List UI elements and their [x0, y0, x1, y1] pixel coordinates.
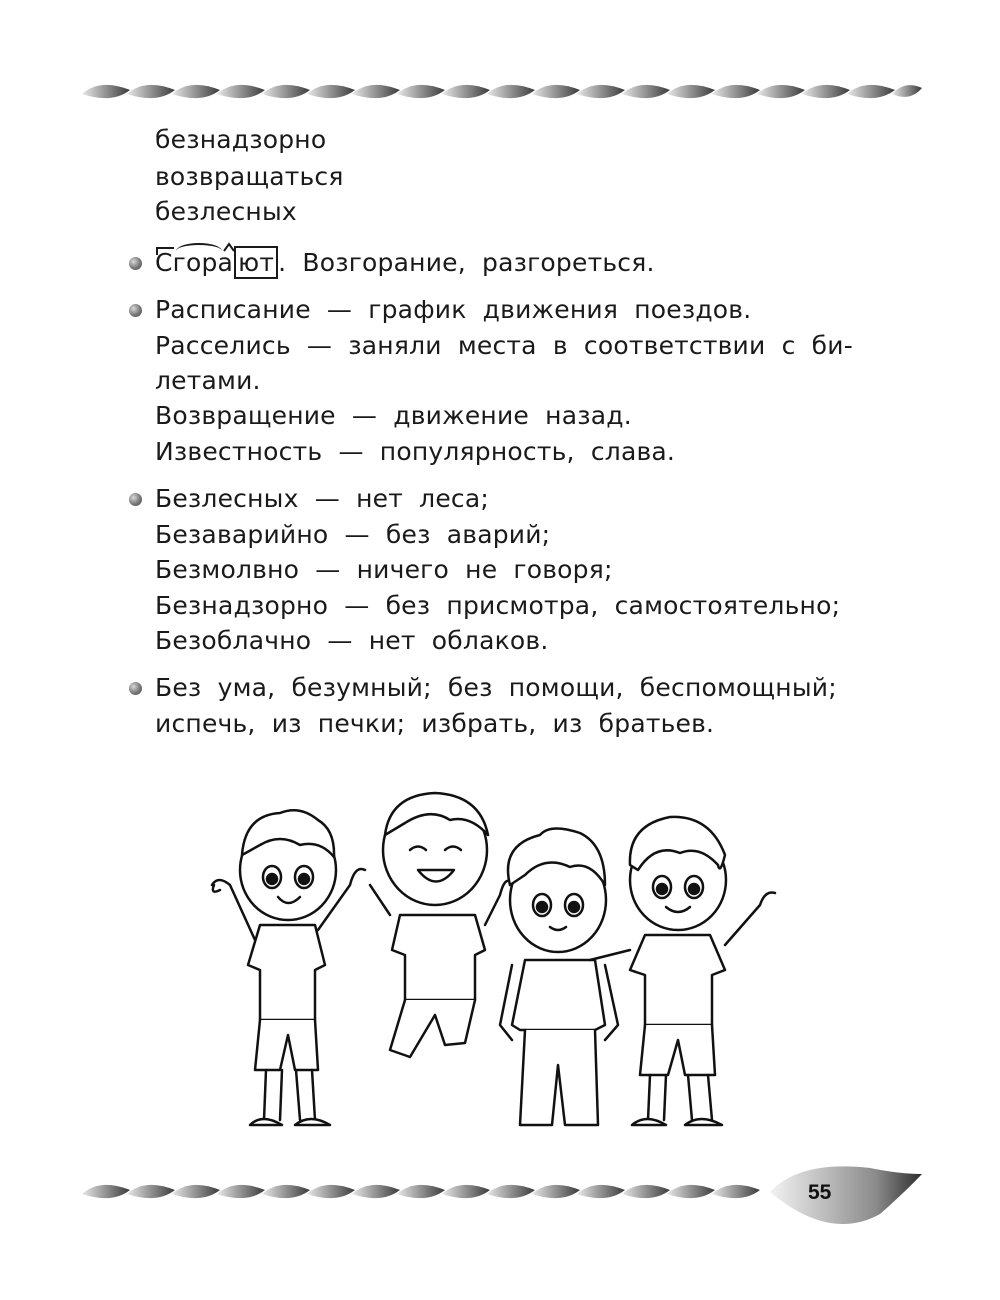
definition-line: Безоблачно — нет облаков.: [155, 626, 549, 655]
root-arc-icon: [176, 243, 222, 259]
definition-line: испечь, из печки; избрать, из братьев.: [155, 709, 715, 738]
morpheme-line: [155, 248, 655, 278]
prefix-text: С: [155, 248, 173, 277]
morpheme-line-rest: . Возгорание, разгореться.: [278, 248, 655, 277]
bottom-decorative-border: [0, 1152, 1000, 1242]
bullet-icon: [129, 304, 142, 317]
definition-line: Без ума, безумный; без помощи, беспомощный;: [155, 673, 837, 702]
word-line: безнадзорно: [155, 125, 327, 154]
definition-line: Безлесных — нет леса;: [155, 484, 489, 513]
root-text: гора: [172, 248, 234, 277]
definition-line: Известность — популярность, слава.: [155, 437, 676, 466]
definition-line: Безмолвно — ничего не говоря;: [155, 555, 613, 584]
word-line: возвращаться: [155, 162, 344, 191]
top-decorative-border: [0, 70, 1000, 114]
definition-line: Безаварийно — без аварий;: [155, 520, 551, 549]
bullet-icon: [129, 682, 142, 695]
word-line: безлесных: [155, 197, 297, 226]
definition-line: Безнадзорно — без присмотра, самостоятельно;: [155, 591, 841, 620]
definition-line: летами.: [155, 366, 261, 395]
page-number: 55: [808, 1181, 832, 1204]
definition-line: Возвращение — движение назад.: [155, 401, 632, 430]
ending-text: ют: [234, 246, 278, 279]
suffix-mark-icon: [223, 242, 235, 252]
kid-1-drawing: [212, 810, 365, 1125]
bullet-icon: [129, 257, 142, 270]
children-illustration: [200, 775, 800, 1145]
kid-3-drawing: [500, 828, 618, 1125]
bullet-icon: [129, 493, 142, 506]
definition-line: Расписание — график движения поездов.: [155, 295, 752, 324]
page-number-leaf: [770, 1166, 922, 1224]
kid-2-drawing: [370, 793, 512, 1057]
word-morpheme-analysis: [155, 248, 278, 278]
definition-line: Расселись — заняли места в соответствии с би-: [155, 331, 853, 360]
kid-4-drawing: [590, 817, 775, 1125]
prefix-mark-icon: [156, 247, 174, 255]
